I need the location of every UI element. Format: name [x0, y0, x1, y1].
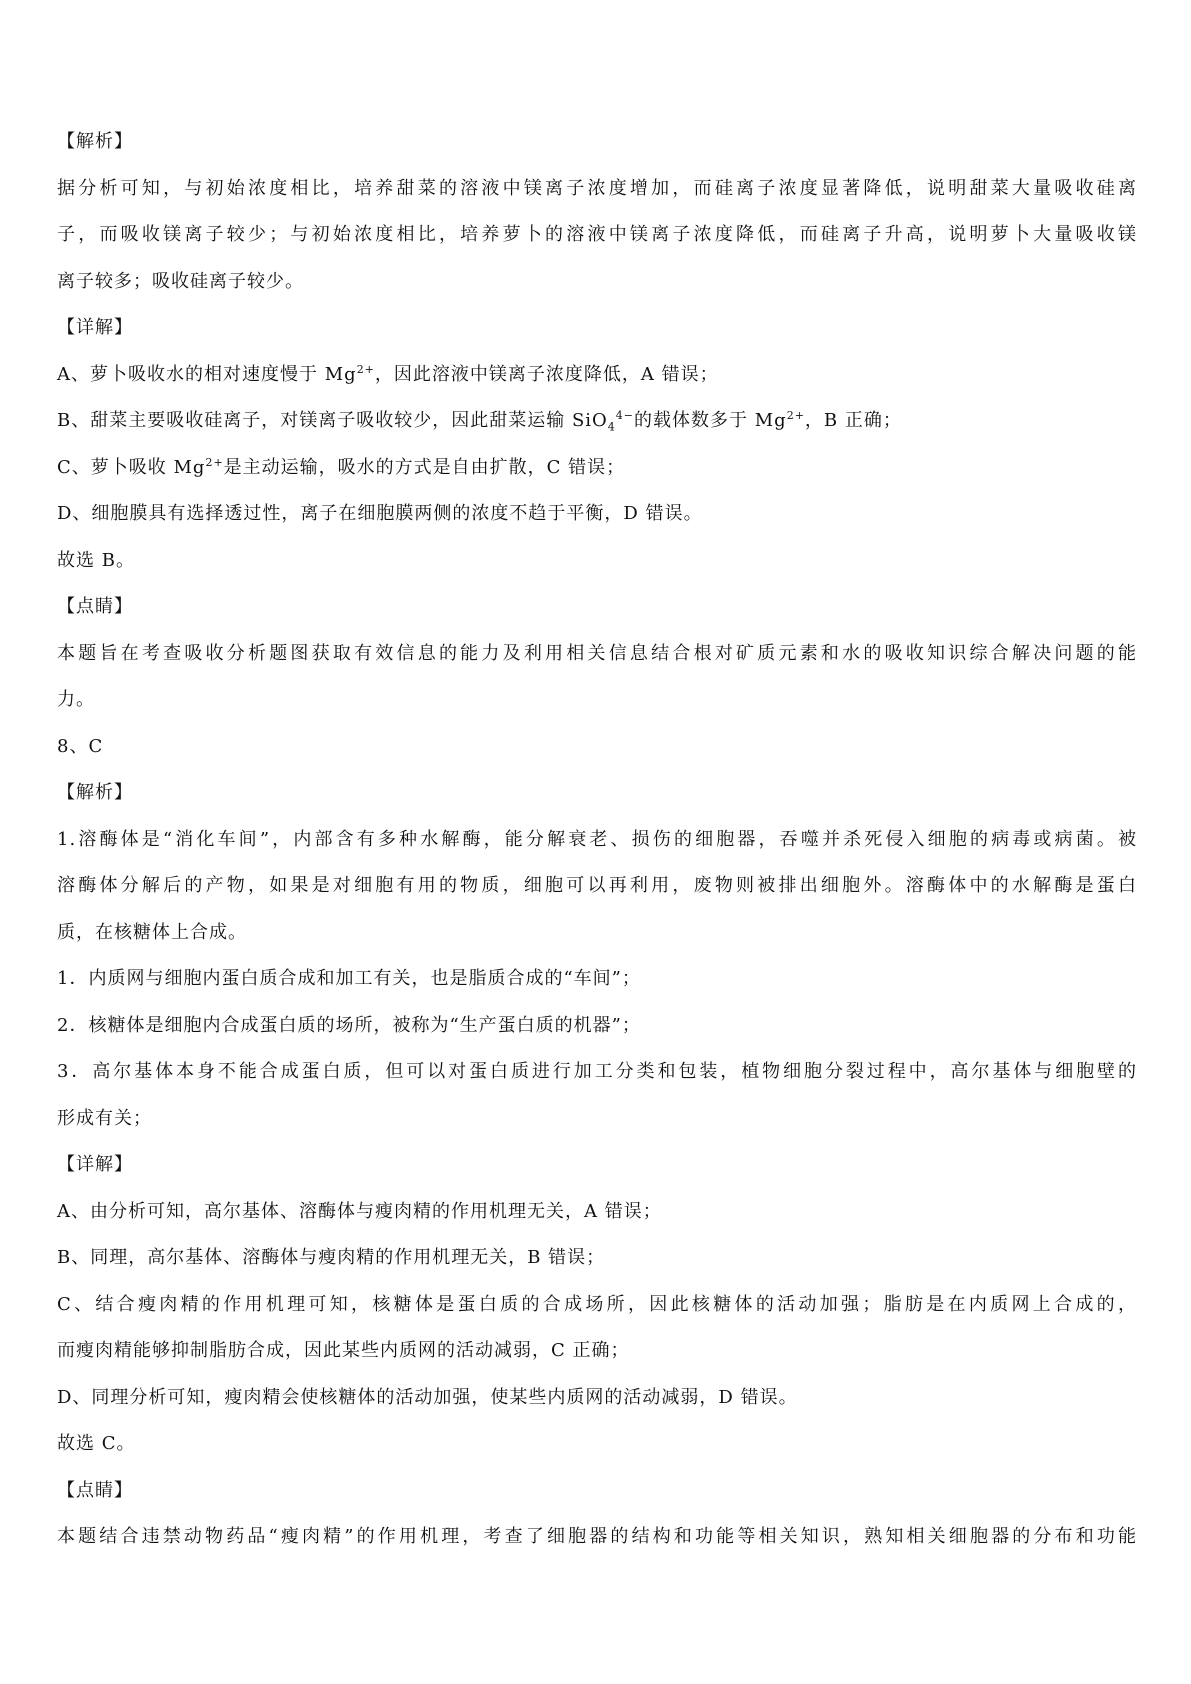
- analysis-2-line-7: 形成有关；: [57, 1107, 152, 1129]
- analysis-2-line-6: 3．高尔基体本身不能合成蛋白质，但可以对蛋白质进行加工分类和包装，植物细胞分裂过程中，高尔基体与细胞壁的: [57, 1061, 1137, 1082]
- comment-heading-2: 【点睛】: [57, 1479, 133, 1501]
- detail-1-b-prefix: B、甜菜主要吸收硅离子，对镁离子吸收较少，因此甜菜运输 SiO: [57, 410, 608, 431]
- detail-1-a-prefix: A、萝卜吸收水的相对速度慢于 Mg: [57, 363, 357, 385]
- detail-1-c-prefix: C、萝卜吸收 Mg: [57, 456, 206, 478]
- detail-1-b-sup: 4−: [615, 409, 635, 422]
- analysis-2-line-2: 溶酶体分解后的产物，如果是对细胞有用的物质，细胞可以再利用，废物则被排出细胞外。溶酶体中的水解酶是蛋白: [57, 875, 1137, 896]
- detail-1-option-b: [57, 398, 1137, 445]
- analysis-heading-1: 【解析】: [57, 131, 133, 152]
- analysis-heading-2: 【解析】: [57, 782, 133, 803]
- detail-1-b-sub: 4: [607, 420, 616, 434]
- detail-1-a-sup: 2+: [356, 362, 375, 376]
- detail-2-line-3: C、结合瘦肉精的作用机理可知，核糖体是蛋白质的合成场所，因此核糖体的活动加强；脂肪是在内质网上合成的，: [57, 1293, 1137, 1315]
- analysis-2-line-5: 2．核糖体是细胞内合成蛋白质的场所，被称为“生产蛋白质的机器”；: [57, 1014, 641, 1036]
- detail-1-b-sup2: 2+: [786, 409, 805, 422]
- comment-heading-1: 【点睛】: [57, 596, 133, 617]
- detail-1-c-sup: 2+: [205, 455, 224, 469]
- analysis-2-line-4: 1．内质网与细胞内蛋白质合成和加工有关，也是脂质合成的“车间”；: [57, 968, 641, 989]
- detail-1-b-mid: 的载体数多于 Mg: [634, 410, 787, 431]
- question-8-answer: 8、C: [57, 735, 104, 757]
- comment-1-line-1: 本题旨在考查吸收分析题图获取有效信息的能力及利用相关信息结合根对矿质元素和水的吸收知识综合解决问题的能: [57, 642, 1137, 664]
- detail-1-conclusion: 故选 B。: [57, 549, 135, 571]
- detail-1-option-a: [57, 352, 1137, 399]
- comment-2-line-1: 本题结合违禁动物药品“瘦肉精”的作用机理，考查了细胞器的结构和功能等相关知识，熟知相关细胞器的分布和功能: [57, 1526, 1137, 1547]
- detail-1-b-suffix: ，B 正确；: [804, 410, 902, 431]
- detail-heading-1: 【详解】: [57, 317, 133, 338]
- detail-2-line-2: B、同理，高尔基体、溶酶体与瘦肉精的作用机理无关，B 错误；: [57, 1247, 606, 1268]
- detail-1-c-suffix: 是主动运输，吸水的方式是自由扩散，C 错误；: [223, 456, 626, 478]
- analysis-1-line-2: 子，而吸收镁离子较少；与初始浓度相比，培养萝卜的溶液中镁离子浓度降低，而硅离子升高，说明萝卜大量吸收镁: [57, 224, 1137, 245]
- detail-2-line-5: D、同理分析可知，瘦肉精会使核糖体的活动加强，使某些内质网的活动减弱，D 错误。: [57, 1386, 798, 1408]
- analysis-2-line-3: 质，在核糖体上合成。: [57, 921, 247, 943]
- analysis-1-line-1: 据分析可知，与初始浓度相比，培养甜菜的溶液中镁离子浓度增加，而硅离子浓度显著降低，说明甜菜大量吸收硅离: [57, 177, 1137, 199]
- detail-2-line-4: 而瘦肉精能够抑制脂肪合成，因此某些内质网的活动减弱，C 正确；: [57, 1340, 630, 1361]
- detail-1-option-c: [57, 445, 1137, 492]
- analysis-1-line-3: 离子较多；吸收硅离子较少。: [57, 270, 304, 292]
- detail-2-line-6: 故选 C。: [57, 1433, 136, 1454]
- detail-heading-2: 【详解】: [57, 1154, 133, 1175]
- analysis-2-line-1: 1.溶酶体是“消化车间”，内部含有多种水解酶，能分解衰老、损伤的细胞器，吞噬并杀死侵入细胞的病毒或病菌。被: [57, 828, 1137, 850]
- comment-1-line-2: 力。: [57, 689, 95, 710]
- detail-1-option-d: D、细胞膜具有选择透过性，离子在细胞膜两侧的浓度不趋于平衡，D 错误。: [57, 503, 703, 524]
- document-page: [57, 119, 1137, 1561]
- detail-1-a-suffix: ，因此溶液中镁离子浓度降低，A 错误；: [374, 363, 719, 385]
- detail-2-line-1: A、由分析可知，高尔基体、溶酶体与瘦肉精的作用机理无关，A 错误；: [57, 1200, 662, 1222]
